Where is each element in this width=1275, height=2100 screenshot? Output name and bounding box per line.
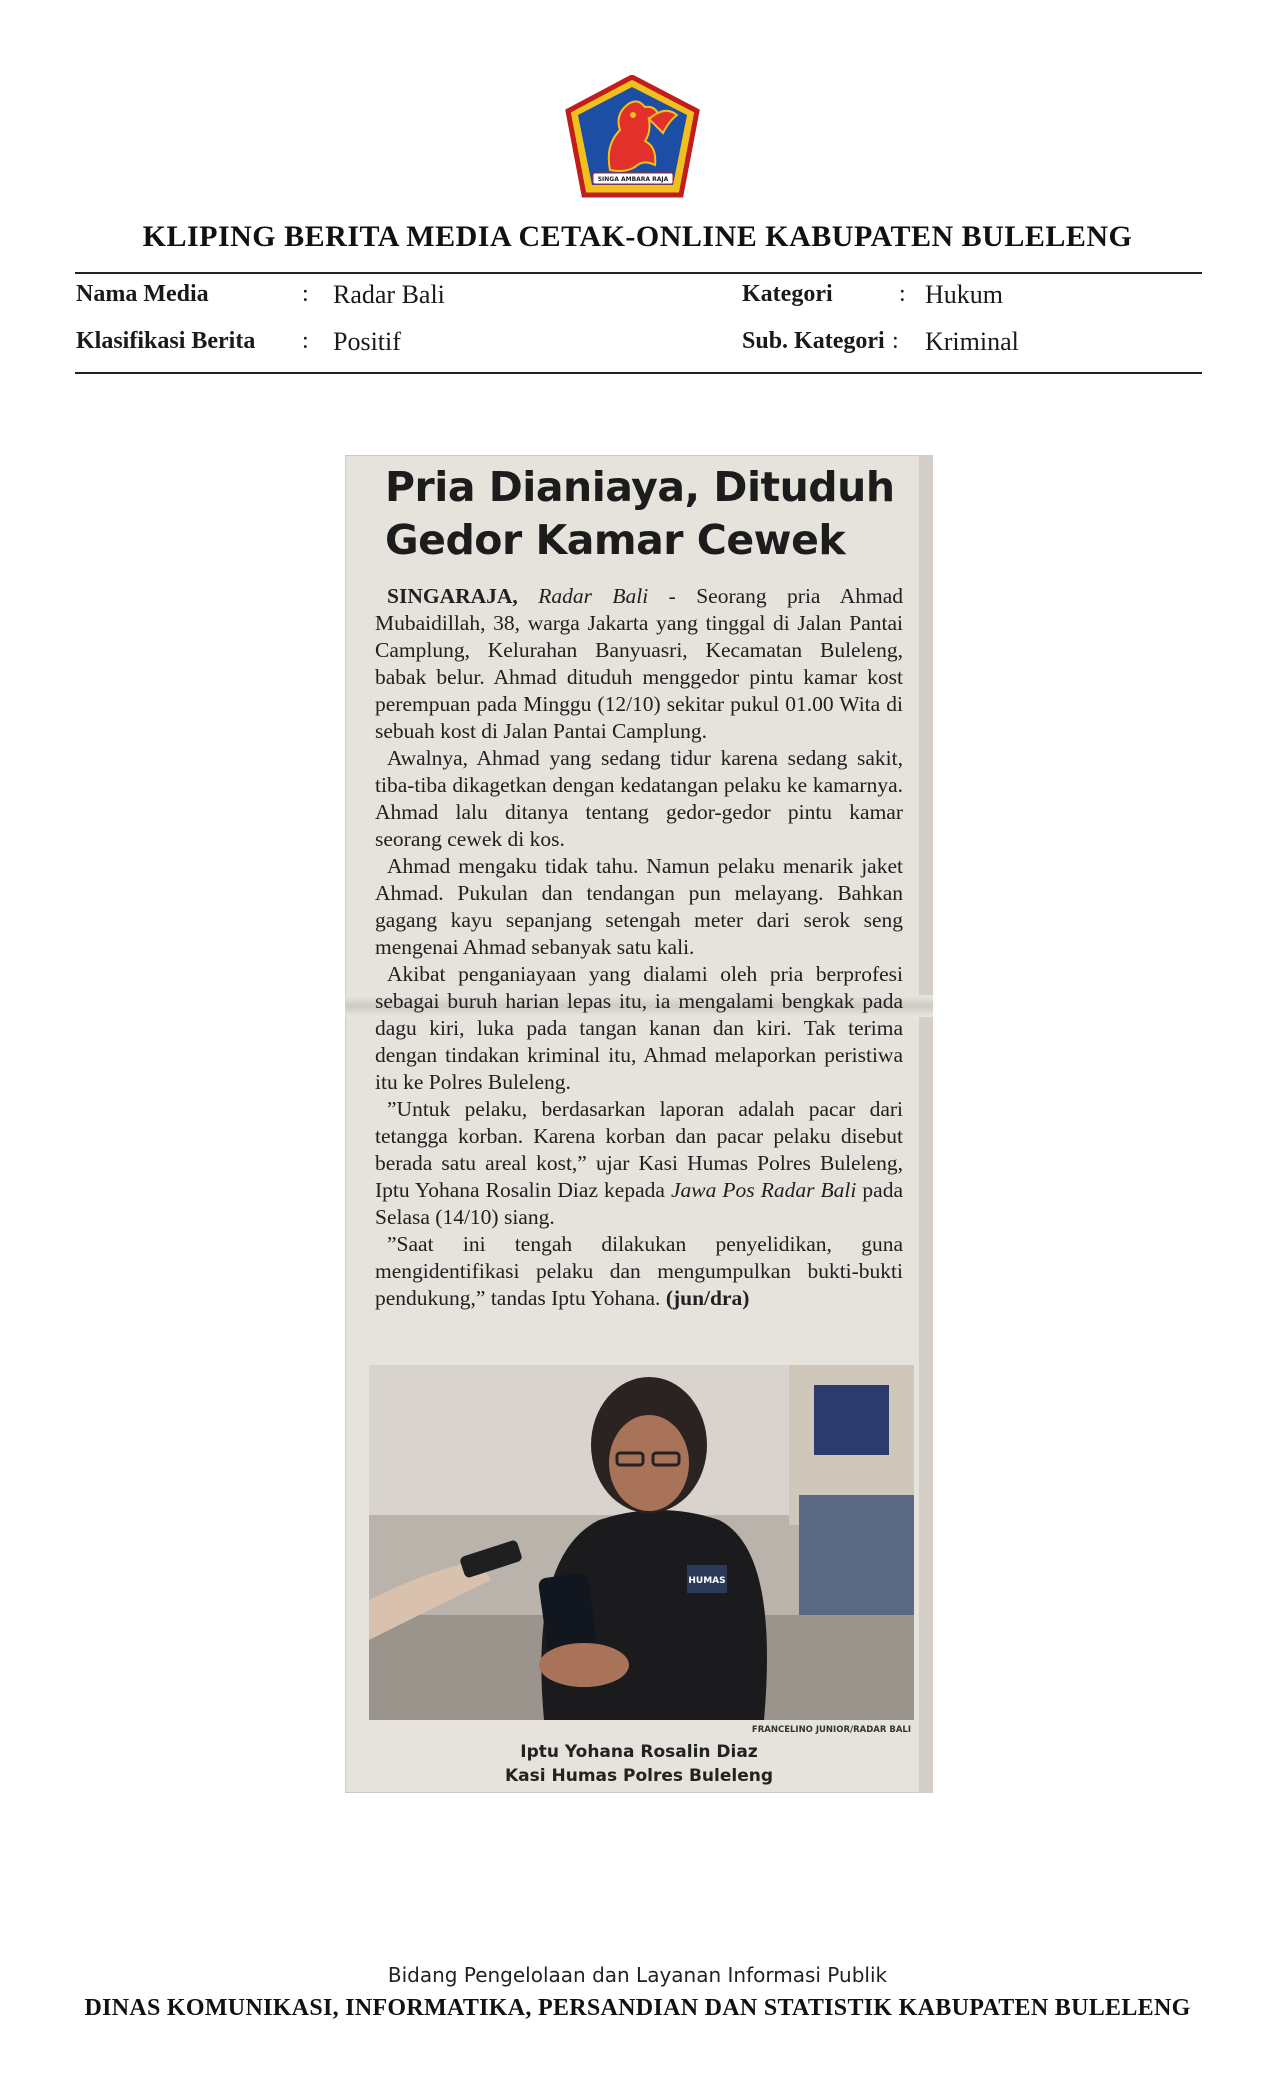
article-dateline: SINGARAJA, bbox=[387, 584, 518, 608]
paragraph-text: ”Untuk pelaku, berdasarkan laporan adalah pacar dari tetangga korban. Karena korban dan pacar pelaku disebut berada satu areal kost,” ujar Kasi Humas Polres Buleleng, Iptu Yohana Rosalin Diaz kepada bbox=[375, 1097, 903, 1202]
photo-badge-text: HUMAS bbox=[688, 1576, 726, 1586]
article-body bbox=[375, 583, 903, 1312]
klasifikasi-berita-label: Klasifikasi Berita bbox=[76, 328, 256, 354]
kategori-label: Kategori bbox=[742, 281, 833, 307]
header-divider-bottom bbox=[75, 372, 1202, 374]
headline-line-1: Pria Dianiaya, Dituduh bbox=[385, 463, 895, 511]
logo-motto: SINGA AMBARA RAJA bbox=[597, 176, 669, 183]
nama-media-value: Radar Bali bbox=[333, 280, 445, 309]
paragraph-text: ”Saat ini tengah dilakukan penyelidikan, guna mengidentifikasi pelaku dan mengumpulkan bukti-bukti pendukung,” tandas Iptu Yohana. bbox=[375, 1232, 903, 1310]
article-publication: Radar Bali bbox=[538, 584, 649, 608]
paragraph-text: - Seorang pria Ahmad Mubaidillah, 38, warga Jakarta yang tinggal di Jalan Pantai Camplung, Kelurahan Banyuasri, Kecamatan Buleleng, babak belur. Ahmad dituduh menggedor pintu kamar kost perempuan pada Minggu (12/10) sekitar pukul 01.00 Wita di sebuah kost di Jalan Pantai Camplung. bbox=[375, 584, 903, 743]
footer-title: DINAS KOMUNIKASI, INFORMATIKA, PERSANDIAN DAN STATISTIK KABUPATEN BULELENG bbox=[84, 1995, 1191, 2021]
page-title: KLIPING BERITA MEDIA CETAK-ONLINE KABUPATEN BULELENG bbox=[142, 220, 1133, 253]
article-paragraph bbox=[375, 1231, 903, 1312]
article-publication-mention: Jawa Pos Radar Bali bbox=[670, 1178, 857, 1202]
article-photo bbox=[369, 1365, 914, 1720]
article-paragraph: Akibat penganiayaan yang dialami oleh pria berprofesi sebagai buruh harian lepas itu, ia mengalami bengkak pada dagu kiri, luka pada tangan kanan dan kiri. Tak terima dengan tindakan kriminal itu, Ahmad melaporkan peristiwa itu ke Polres Buleleng. bbox=[375, 962, 903, 1094]
paragraph-text: pada Selasa (14/10) siang. bbox=[375, 1178, 903, 1229]
article-paragraph bbox=[375, 583, 903, 745]
sub-kategori-value: Kriminal bbox=[925, 327, 1019, 356]
article-headline bbox=[385, 461, 905, 567]
sub-kategori-label: Sub. Kategori bbox=[742, 328, 885, 354]
klasifikasi-berita-value: Positif bbox=[333, 327, 401, 356]
nama-media-label: Nama Media bbox=[76, 281, 209, 307]
article-paragraph: Ahmad mengaku tidak tahu. Namun pelaku menarik jaket Ahmad. Pukulan dan tendangan pun melayang. Bahkan gagang kayu sepanjang setengah meter dari serok seng mengenai Ahmad sebanyak satu kali. bbox=[375, 854, 903, 959]
article-byline: (jun/dra) bbox=[665, 1286, 750, 1310]
header-divider-top bbox=[75, 272, 1202, 274]
clipping-edge bbox=[919, 455, 933, 1793]
kategori-value: Hukum bbox=[925, 280, 1003, 309]
news-clipping bbox=[345, 455, 933, 1793]
photo-caption bbox=[345, 1740, 933, 1788]
meta-colon: : bbox=[899, 281, 906, 307]
article-paragraph bbox=[375, 1096, 903, 1231]
caption-line-1: Iptu Yohana Rosalin Diaz bbox=[520, 1742, 758, 1762]
meta-colon: : bbox=[302, 328, 309, 354]
meta-colon: : bbox=[892, 328, 899, 354]
headline-line-2: Gedor Kamar Cewek bbox=[385, 516, 846, 564]
buleleng-emblem-logo bbox=[565, 75, 700, 200]
article-paragraph: Awalnya, Ahmad yang sedang tidur karena sedang sakit, tiba-tiba dikagetkan dengan kedatangan pelaku ke kamarnya. Ahmad lalu ditanya tentang gedor-gedor pintu kamar seorang cewek di kos. bbox=[375, 746, 903, 851]
caption-line-2: Kasi Humas Polres Buleleng bbox=[504, 1766, 774, 1786]
photo-credit: FRANCELINO JUNIOR/RADAR BALI bbox=[751, 1725, 911, 1735]
meta-colon: : bbox=[302, 281, 309, 307]
footer-subtitle: Bidang Pengelolaan dan Layanan Informasi Publik bbox=[387, 1963, 888, 1987]
